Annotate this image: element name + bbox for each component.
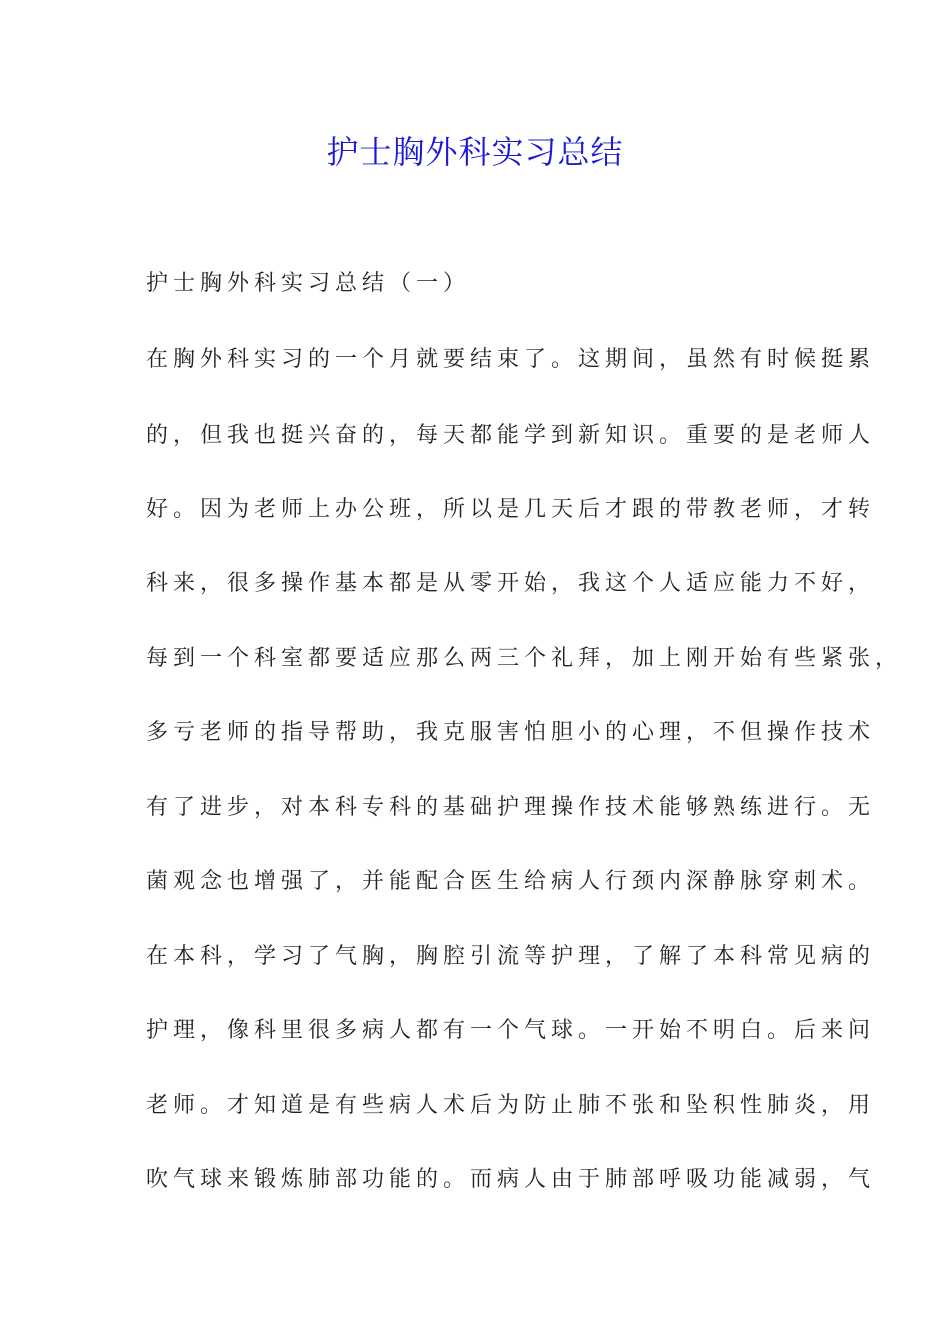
body-line: 吹气球来锻炼肺部功能的。而病人由于肺部呼吸功能减弱，气 [146, 1167, 876, 1192]
body-line: 的，但我也挺兴奋的，每天都能学到新知识。重要的是老师人 [146, 423, 876, 448]
body-line: 菌观念也增强了，并能配合医生给病人行颈内深静脉穿刺术。 [146, 869, 876, 894]
section-heading: 护士胸外科实习总结（一） [146, 271, 471, 296]
body-line: 老师。才知道是有些病人术后为防止肺不张和坠积性肺炎，用 [146, 1093, 876, 1118]
body-line: 在本科，学习了气胸，胸腔引流等护理，了解了本科常见病的 [146, 944, 876, 969]
document-title: 护士胸外科实习总结 [326, 133, 624, 171]
body-line: 有了进步，对本科专科的基础护理操作技术能够熟练进行。无 [146, 795, 876, 820]
body-line: 每到一个科室都要适应那么两三个礼拜，加上刚开始有些紧张， [146, 646, 903, 671]
body-line: 在胸外科实习的一个月就要结束了。这期间，虽然有时候挺累 [146, 347, 876, 372]
body-line: 多亏老师的指导帮助，我克服害怕胆小的心理，不但操作技术 [146, 720, 876, 745]
body-line: 好。因为老师上办公班，所以是几天后才跟的带教老师，才转 [146, 497, 876, 522]
body-line: 科来，很多操作基本都是从零开始，我这个人适应能力不好， [146, 571, 876, 596]
body-line: 护理，像科里很多病人都有一个气球。一开始不明白。后来问 [146, 1018, 876, 1043]
